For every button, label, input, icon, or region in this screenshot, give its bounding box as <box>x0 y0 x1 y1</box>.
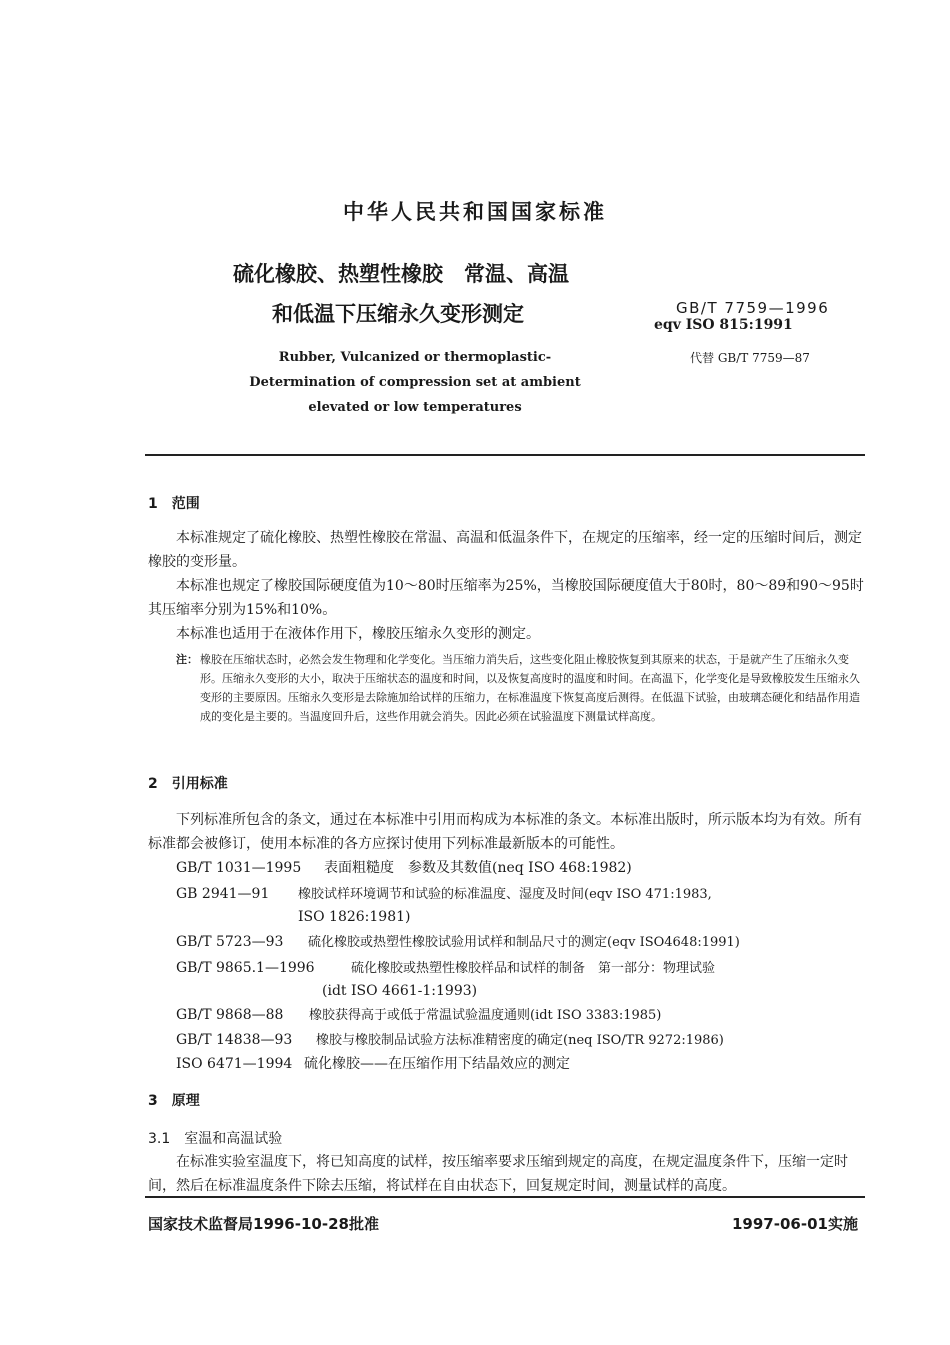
title-en-line: Determination of compression set at ambient <box>249 375 581 390</box>
header-divider <box>145 454 865 456</box>
document-title-en <box>230 345 600 420</box>
section-2-heading: 2 引用标准 <box>148 776 228 792</box>
reference-item <box>176 1028 724 1053</box>
section-1-paragraph-1: 本标准规定了硫化橡胶、热塑性橡胶在常温、高温和低温条件下，在规定的压缩率，经一定的压缩时间后，测定橡胶的变形量。 <box>148 530 862 570</box>
reference-title: 硫化橡胶——在压缩作用下结晶效应的测定 <box>304 1056 570 1072</box>
title-en-line: Rubber, Vulcanized or thermoplastic- <box>278 350 552 365</box>
section-3-heading: 3 原理 <box>148 1093 200 1109</box>
reference-code: GB/T 9868—88 <box>176 1007 284 1023</box>
reference-code: GB/T 5723—93 <box>176 934 284 950</box>
reference-item <box>176 1003 661 1028</box>
reference-code: GB/T 9865.1—1996 <box>176 960 315 976</box>
reference-title: 橡胶试样环境调节和试验的标准温度、湿度及时间(eqv ISO 471:1983, <box>298 887 712 902</box>
reference-item <box>176 856 632 880</box>
section-1-paragraph-2: 本标准也规定了橡胶国际硬度值为10～80时压缩率为25%，当橡胶国际硬度值大于80时，80～89和90～95时其压缩率分别为15%和10%。 <box>148 578 864 618</box>
note-label: 注： <box>176 653 198 666</box>
effective-date: 1997-06-01实施 <box>732 1215 858 1233</box>
standard-code: GB/T 7759—1996 <box>676 299 830 317</box>
reference-continuation: ISO 1826:1981) <box>298 909 411 925</box>
reference-item <box>176 930 740 955</box>
reference-item <box>176 882 712 907</box>
standard-replaces: 代替 GB/T 7759—87 <box>690 351 810 365</box>
reference-title: 硫化橡胶或热塑性橡胶试验用试样和制品尺寸的测定(eqv ISO4648:1991) <box>308 935 740 950</box>
national-standard-title: 中华人民共和国国家标准 <box>343 200 607 224</box>
standard-equivalence: eqv ISO 815:1991 <box>654 317 793 333</box>
document-title-cn-line1: 硫化橡胶、热塑性橡胶 常温、高温 <box>233 262 569 286</box>
note-text: 橡胶在压缩状态时，必然会发生物理和化学变化。当压缩力消失后，这些变化阻止橡胶恢复到其原来的状态，于是就产生了压缩永久变形。压缩永久变形的大小，取决于压缩状态的温度和时间，以及恢复高度时的温度和时间。在高温下，化学变化是导致橡胶发生压缩永久变形的主要原因。压缩永久变形是去除施加给试样的压缩力，在标准温度下恢复高度后测得。在低温下试验，由玻璃态硬化和结晶作用造成的变化是主要的。当温度回升后，这些作用就会消失。因此必须在试验温度下测量试样高度。 <box>200 653 860 723</box>
reference-item <box>176 1052 570 1076</box>
reference-code: ISO 6471—1994 <box>176 1056 293 1072</box>
title-en-line: elevated or low temperatures <box>308 400 522 415</box>
footer-divider <box>145 1196 865 1198</box>
section-1-paragraph-3: 本标准也适用于在液体作用下，橡胶压缩永久变形的测定。 <box>176 626 540 642</box>
reference-title: 橡胶获得高于或低于常温试验温度通则(idt ISO 3383:1985) <box>309 1008 662 1023</box>
reference-title: 橡胶与橡胶制品试验方法标准精密度的确定(neq ISO/TR 9272:1986) <box>316 1033 724 1048</box>
section-3-1-heading: 3.1 室温和高温试验 <box>148 1131 283 1147</box>
reference-code: GB 2941—91 <box>176 886 270 902</box>
reference-code: GB/T 14838—93 <box>176 1032 293 1048</box>
reference-item <box>176 956 715 981</box>
section-1-heading: 1 范围 <box>148 496 200 512</box>
reference-title: 硫化橡胶或热塑性橡胶样品和试样的制备 第一部分：物理试验 <box>351 961 716 976</box>
document-title-cn-line2: 和低温下压缩永久变形测定 <box>272 302 524 326</box>
reference-continuation: (idt ISO 4661-1:1993) <box>322 983 478 999</box>
approval-date: 国家技术监督局1996-10-28批准 <box>148 1215 379 1233</box>
section-3-1-paragraph: 在标准实验室温度下，将已知高度的试样，按压缩率要求压缩到规定的高度，在规定温度条件下，压缩一定时间，然后在标准温度条件下除去压缩，将试样在自由状态下，回复规定时间，测量试样的高度。 <box>148 1154 848 1194</box>
section-1-note <box>176 650 868 726</box>
reference-code: GB/T 1031—1995 <box>176 860 302 876</box>
section-2-paragraph-1: 下列标准所包含的条文，通过在本标准中引用而构成为本标准的条文。本标准出版时，所示版本均为有效。所有标准都会被修订，使用本标准的各方应探讨使用下列标准最新版本的可能性。 <box>148 812 862 852</box>
reference-title: 表面粗糙度 参数及其数值(neq ISO 468:1982) <box>324 860 632 876</box>
